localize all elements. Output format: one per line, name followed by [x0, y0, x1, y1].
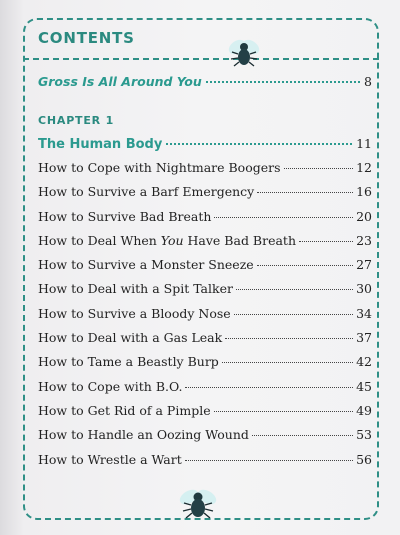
list-item[interactable] — [38, 257, 372, 281]
list-item[interactable] — [38, 184, 372, 208]
entry-page: 12 — [356, 160, 372, 175]
list-item[interactable] — [38, 452, 372, 476]
entry-label: How to Tame a Beastly Burp — [38, 354, 219, 370]
intro-label: Gross Is All Around You — [38, 74, 202, 89]
intro-entry[interactable] — [38, 74, 372, 94]
intro-page: 8 — [364, 74, 372, 89]
fly-icon — [226, 36, 262, 72]
entry-page: 56 — [356, 451, 372, 467]
chapter-entry[interactable] — [38, 136, 372, 156]
entry-page: 20 — [356, 208, 372, 224]
list-item[interactable] — [38, 281, 372, 305]
entry-page: 30 — [356, 281, 372, 297]
list-item[interactable] — [38, 403, 372, 427]
entry-label: How to Deal with a Gas Leak — [38, 330, 223, 346]
entry-page: 27 — [356, 257, 372, 273]
entry-page: 23 — [356, 232, 372, 248]
entry-list — [38, 160, 372, 476]
entry-page: 49 — [356, 402, 372, 418]
list-item[interactable] — [38, 330, 372, 354]
entry-label: How to Cope with Nightmare Boogers — [38, 160, 281, 175]
fly-icon — [178, 484, 218, 524]
header-divider — [23, 58, 379, 60]
leader-dots — [284, 168, 354, 169]
page-title: CONTENTS — [38, 29, 135, 47]
leader-dots — [214, 411, 353, 412]
leader-dots — [222, 362, 353, 363]
leader-dots — [166, 143, 352, 145]
entry-page: 45 — [356, 378, 372, 394]
entry-label-italic: You — [160, 232, 184, 248]
leader-dots — [252, 435, 353, 436]
list-item[interactable] — [38, 379, 372, 403]
entry-page: 42 — [356, 354, 372, 370]
chapter-title: The Human Body — [38, 137, 163, 152]
leader-dots — [236, 289, 353, 290]
list-item[interactable] — [38, 233, 372, 257]
list-item[interactable] — [38, 354, 372, 378]
leader-dots — [234, 314, 353, 315]
leader-dots — [299, 241, 353, 242]
entry-label: How to Get Rid of a Pimple — [38, 402, 211, 418]
entry-page: 37 — [356, 330, 372, 346]
leader-dots — [206, 81, 360, 83]
entry-label: How to Survive a Bloody Nose — [38, 305, 231, 321]
entry-page: 16 — [356, 184, 372, 200]
entry-label: How to Survive Bad Breath — [38, 208, 212, 224]
list-item[interactable] — [38, 427, 372, 451]
entry-label: How to Cope with B.O. — [38, 378, 183, 394]
chapter-label: CHAPTER 1 — [38, 114, 115, 127]
entry-page: 34 — [356, 305, 372, 321]
entry-page: 53 — [356, 427, 372, 443]
leader-dots — [185, 387, 353, 388]
leader-dots — [225, 338, 353, 339]
leader-dots — [257, 192, 353, 193]
entry-label: How to Handle an Oozing Wound — [38, 427, 249, 443]
entry-label: How to Wrestle a Wart — [38, 451, 182, 467]
entry-label: How to Deal with a Spit Talker — [38, 281, 233, 297]
entry-label-start: How to Deal When — [38, 232, 161, 248]
entry-label-end: Have Bad Breath — [183, 232, 297, 248]
entry-label — [38, 233, 296, 248]
list-item[interactable] — [38, 160, 372, 184]
leader-dots — [185, 460, 353, 461]
list-item[interactable] — [38, 209, 372, 233]
chapter-page: 11 — [356, 136, 372, 151]
entry-label: How to Survive a Monster Sneeze — [38, 257, 254, 273]
leader-dots — [257, 265, 353, 266]
entry-label: How to Survive a Barf Emergency — [38, 184, 255, 200]
leader-dots — [214, 217, 353, 218]
list-item[interactable] — [38, 306, 372, 330]
